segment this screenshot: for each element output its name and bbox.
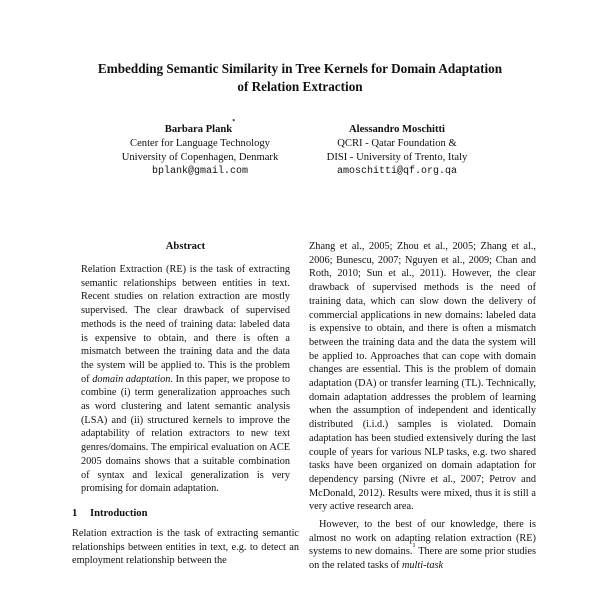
author-block-plank — [100, 119, 300, 179]
right-paragraph-2-text-a: However, to the best of our knowledge, there is almost no work on adapting relation extraction (RE) systems to new domains. — [309, 519, 536, 558]
author-name-text: Barbara Plank — [164, 124, 233, 135]
paper-title — [40, 60, 560, 96]
title-line-2: of Relation Extraction — [237, 79, 363, 94]
abstract-text-part-2: . In this paper, we propose to combine (i) term generalization approaches such as word clustering and latent semantic analysis (LSA) and (ii) structured kernels to improve the adaptability of relation extractors to new text genres/domains. The empirical evaluation on ACE 2005 domains shows that a suitable combination of syntax and lexical generalization is very promising for domain adaptation. — [81, 373, 290, 495]
author-affiliation: Center for Language Technology — [130, 138, 270, 149]
author-affiliation: QCRI - Qatar Foundation & — [337, 138, 457, 149]
right-paragraph-1: Zhang et al., 2005; Zhou et al., 2005; Zhang et al., 2006; Bunescu, 2007; Nguyen et al., 2009; Chan and Roth, 2010; Sun et al., 2011). However, the clear drawback of supervised methods is the need of training data, which can slow down the delivery of commercial applications in new domains: labeled data is expensive to obtain, and there is often a mismatch between the training data and the data the system will be applied to. Approaches that can cope with domain changes are essential. This is the problem of domain adaptation (DA) or transfer learning (TL). Technically, domain adaptation addresses the problem of learning when the assumption of independent and identically distributed (i.i.d.) samples is violated. Domain adaptation has been studied extensively during the last couple of years for various NLP tasks, e.g. two shared tasks have been organized on domain adaptation for dependency parsing (Nivre et al., 2007; Petrov and McDonald, 2012). Results were mixed, thus it is still a very active research area. — [309, 241, 536, 513]
abstract-text-part-1: Relation Extraction (RE) is the task of extracting semantic relationships between entities in text. Recent studies on relation extraction are mostly supervised. The clear drawback of supervised methods is the need of training data: labeled data is expensive to obtain, and there is often a mismatch between the training data and the data the system will be applied to. This is the problem of — [81, 264, 290, 385]
title-line-1: Embedding Semantic Similarity in Tree Kernels for Domain Adaptation — [97, 61, 503, 76]
left-column — [72, 240, 299, 568]
author-email: bplank@gmail.com — [151, 166, 248, 177]
right-paragraph-2-text-b: There are some prior studies on the related tasks of — [309, 546, 536, 572]
footnote-mark: 1 — [412, 542, 416, 550]
right-paragraph-2 — [309, 518, 536, 573]
abstract-body — [72, 263, 299, 496]
abstract-emphasis: domain adaptation — [92, 373, 171, 385]
right-column — [309, 240, 536, 573]
section-title: Introduction — [90, 507, 148, 519]
author-name: Alessandro Moschitti — [348, 124, 446, 135]
author-affiliation: University of Copenhagen, Denmark — [121, 152, 279, 163]
author-mark: * — [232, 119, 236, 125]
author-affiliation: DISI - University of Trento, Italy — [326, 152, 468, 163]
abstract-heading: Abstract — [165, 241, 206, 252]
author-name — [100, 119, 300, 137]
right-paragraph-2-emphasis: multi-task — [401, 560, 444, 572]
section-number: 1 — [72, 507, 78, 519]
author-block-moschitti — [297, 123, 497, 179]
intro-paragraph: Relation extraction is the task of extracting semantic relationships between entities in text, e.g. to detect an employment relationship between the — [72, 527, 299, 567]
author-email: amoschitti@qf.org.qa — [336, 166, 458, 177]
section-heading-introduction — [72, 507, 299, 521]
